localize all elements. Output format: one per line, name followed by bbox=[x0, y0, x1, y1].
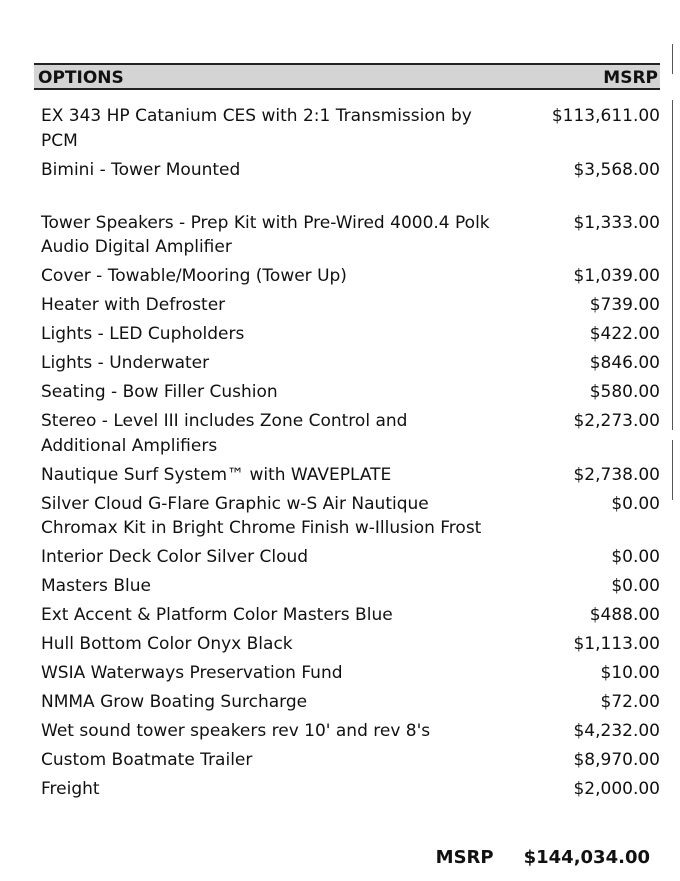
column-edge-rule bbox=[672, 100, 673, 430]
option-row bbox=[41, 322, 660, 351]
option-price: $422.00 bbox=[589, 324, 660, 344]
option-description: Masters Blue bbox=[41, 576, 151, 596]
option-price: $1,039.00 bbox=[573, 266, 660, 286]
option-row bbox=[41, 545, 660, 574]
option-price: $1,113.00 bbox=[573, 634, 660, 654]
option-row bbox=[41, 603, 660, 632]
option-description: Stereo - Level III includes Zone Control and Additional Amplifiers bbox=[41, 411, 408, 456]
option-row bbox=[41, 211, 660, 265]
option-row bbox=[41, 661, 660, 690]
option-description: Bimini - Tower Mounted bbox=[41, 159, 241, 180]
option-price: $2,738.00 bbox=[573, 464, 660, 485]
option-row bbox=[41, 409, 660, 463]
option-description: Seating - Bow Filler Cushion bbox=[41, 382, 278, 402]
column-edge-rule bbox=[672, 440, 673, 500]
option-price: $4,232.00 bbox=[573, 721, 660, 741]
option-row bbox=[41, 293, 660, 322]
adjacent-column-edge bbox=[672, 40, 680, 881]
option-price: $10.00 bbox=[600, 663, 660, 683]
msrp-total bbox=[436, 847, 650, 868]
option-price: $488.00 bbox=[589, 605, 660, 625]
option-description: Lights - Underwater bbox=[41, 353, 210, 373]
column-edge-rule bbox=[672, 44, 673, 74]
option-price: $8,970.00 bbox=[573, 750, 660, 770]
option-price: $1,333.00 bbox=[573, 212, 660, 233]
option-price: $739.00 bbox=[589, 295, 660, 315]
option-row bbox=[41, 632, 660, 661]
options-list bbox=[41, 104, 660, 806]
option-description: Ext Accent & Platform Color Masters Blue bbox=[41, 605, 393, 625]
option-price: $0.00 bbox=[611, 547, 660, 567]
option-row bbox=[41, 463, 660, 492]
option-description: EX 343 HP Catanium CES with 2:1 Transmission by PCM bbox=[41, 106, 472, 151]
option-row bbox=[41, 158, 660, 187]
option-row bbox=[41, 690, 660, 719]
option-price: $0.00 bbox=[611, 576, 660, 596]
option-description: Interior Deck Color Silver Cloud bbox=[41, 547, 309, 567]
option-price: $2,273.00 bbox=[573, 411, 660, 431]
option-description: NMMA Grow Boating Surcharge bbox=[41, 692, 308, 712]
option-row bbox=[41, 264, 660, 293]
options-column-header: OPTIONS bbox=[38, 68, 124, 88]
option-description: Custom Boatmate Trailer bbox=[41, 750, 253, 770]
option-price: $0.00 bbox=[611, 493, 660, 514]
option-description: Silver Cloud G-Flare Graphic w-S Air Nautique Chromax Kit in Bright Chrome Finish w-Illusion Frost bbox=[41, 493, 482, 538]
option-description: Tower Speakers - Prep Kit with Pre-Wired 4000.4 Polk Audio Digital Amplifier bbox=[41, 212, 490, 257]
option-price: $846.00 bbox=[589, 353, 660, 373]
option-row bbox=[41, 104, 660, 158]
option-description: Cover - Towable/Mooring (Tower Up) bbox=[41, 266, 347, 286]
option-price: $3,568.00 bbox=[573, 159, 660, 180]
option-row bbox=[41, 574, 660, 603]
msrp-column-header: MSRP bbox=[603, 68, 658, 88]
msrp-total-label: MSRP bbox=[435, 847, 494, 868]
option-row bbox=[41, 719, 660, 748]
option-description: Nautique Surf System™ with WAVEPLATE bbox=[41, 464, 392, 485]
option-row bbox=[41, 748, 660, 777]
option-row bbox=[41, 380, 660, 409]
option-price: $72.00 bbox=[600, 692, 660, 712]
msrp-total-value: $144,034.00 bbox=[523, 847, 650, 868]
option-description: Freight bbox=[41, 779, 100, 799]
option-description: WSIA Waterways Preservation Fund bbox=[41, 663, 343, 683]
option-description: Hull Bottom Color Onyx Black bbox=[41, 634, 293, 654]
option-row bbox=[41, 351, 660, 380]
option-price: $2,000.00 bbox=[573, 779, 660, 799]
option-price: $113,611.00 bbox=[551, 106, 660, 126]
option-description: Heater with Defroster bbox=[41, 295, 226, 315]
option-row bbox=[41, 777, 660, 806]
option-description: Wet sound tower speakers rev 10' and rev 8's bbox=[41, 721, 431, 741]
option-row bbox=[41, 492, 660, 546]
option-description: Lights - LED Cupholders bbox=[41, 324, 245, 344]
options-header-bar bbox=[34, 63, 660, 90]
option-price: $580.00 bbox=[589, 382, 660, 402]
